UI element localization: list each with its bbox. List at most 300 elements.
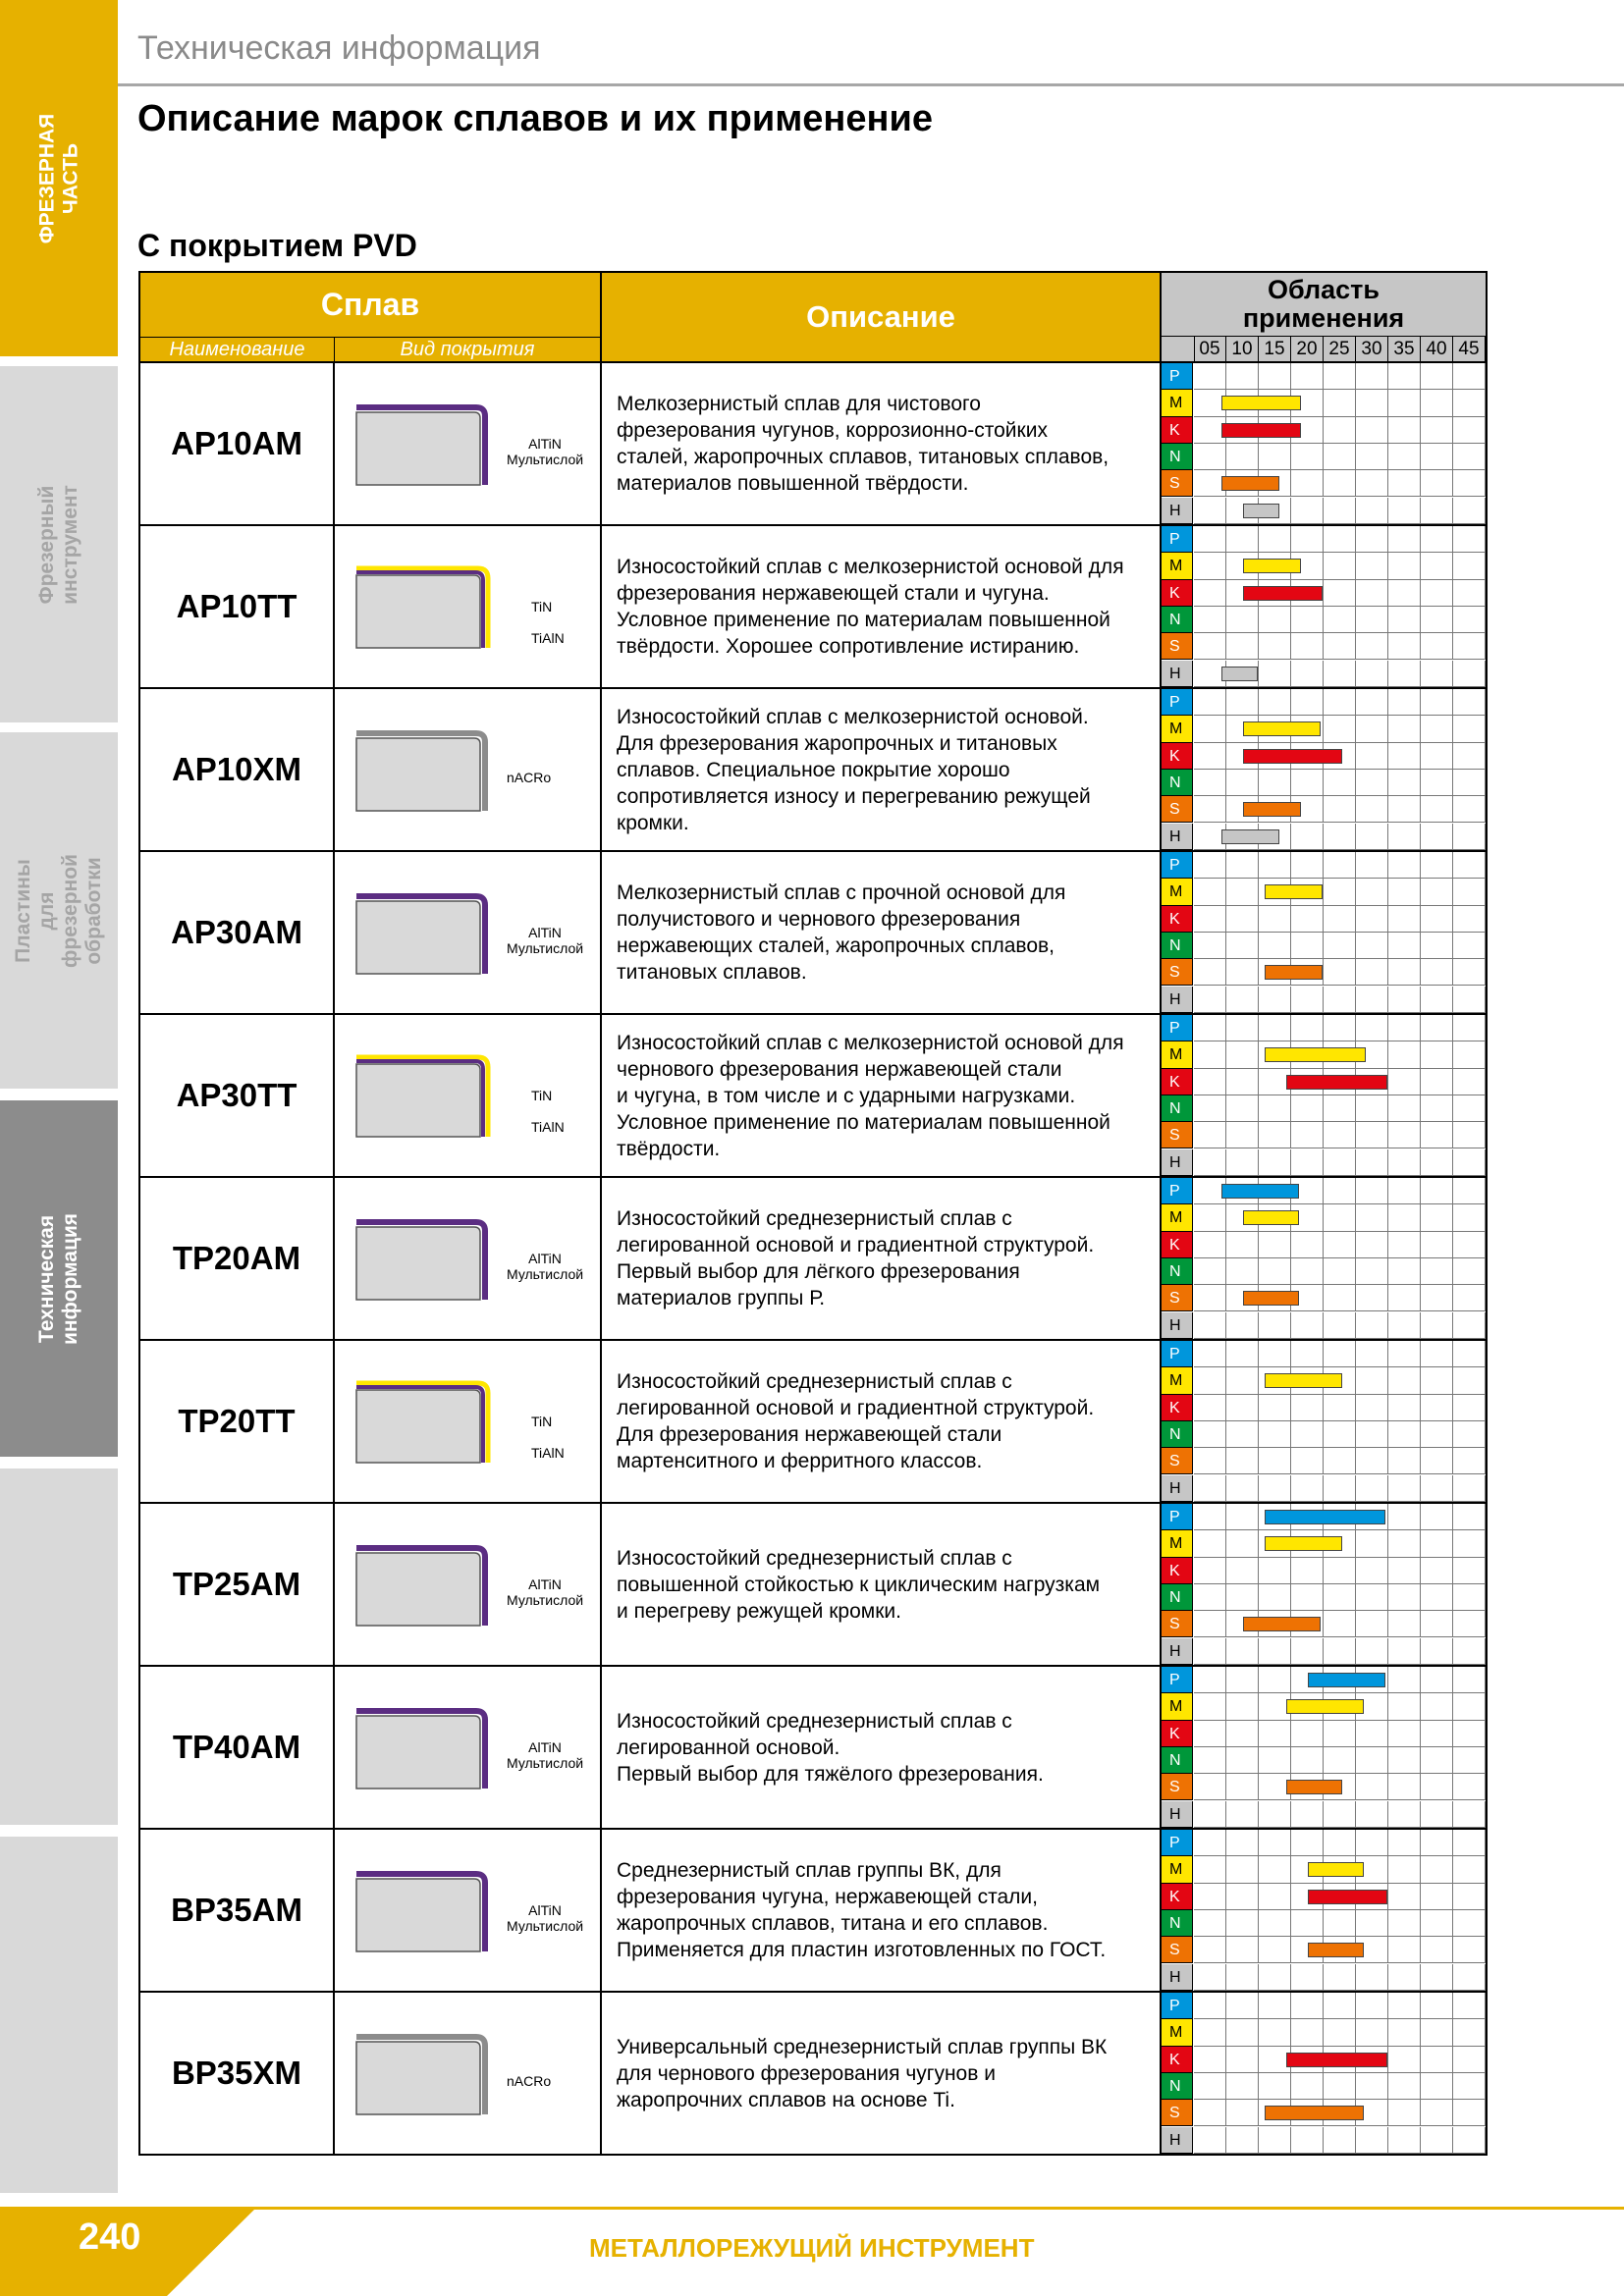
application-bar-k [1308,1890,1387,1904]
grid-cell [1291,770,1324,796]
grid-cell [1291,1341,1324,1367]
grid-cell [1453,933,1486,959]
insert-body [356,1553,480,1626]
grid-cell [1356,1421,1388,1448]
scale-tick-40: 40 [1421,337,1453,361]
grid-cell [1324,1421,1356,1448]
grid-cell [1259,2073,1291,2100]
grid-cell [1194,1475,1226,1502]
grid-cell [1324,553,1356,579]
group-label-m: M [1162,1367,1193,1394]
grid-cell [1421,1178,1453,1204]
grid-cell [1453,770,1486,796]
grid-cell [1453,661,1486,687]
group-label-n: N [1162,1095,1193,1122]
application-bar-m [1308,1862,1364,1877]
grid-cell [1453,1774,1486,1800]
grid-cell [1453,1149,1486,1176]
grid-cell [1453,1747,1486,1774]
grid-cell [1194,1149,1226,1176]
grid-cell [1453,1721,1486,1747]
grid-cell [1259,1993,1291,2019]
insert-coating-diagram [354,563,492,652]
group-label-n: N [1162,1421,1193,1448]
application-bar-m [1243,1210,1299,1225]
grid-cell [1194,1122,1226,1148]
application-bar-m [1265,1536,1342,1551]
alloy-description: Износостойкий среднезернистый сплав с повышенной стойкостью к циклическим нагрузкам и перегреву режущей кромки. [617,1546,1101,1623]
grid-cell [1324,2073,1356,2100]
alloy-description-cell [602,689,1162,850]
group-label-m: M [1162,1856,1193,1883]
grid-cell [1356,716,1388,742]
grid-cell [1194,987,1226,1013]
grid-cell [1194,2073,1226,2100]
alloy-row-tp20am [140,1176,1486,1339]
grid-cell [1324,959,1356,986]
coating-cell [335,1015,602,1176]
grid-cell [1356,1721,1388,1747]
grid-cell [1291,607,1324,633]
group-label-p: P [1162,1504,1193,1530]
grid-cell [1291,1830,1324,1856]
grid-cell [1388,1421,1421,1448]
grid-cell [1324,1910,1356,1937]
grid-cell [1421,1258,1453,1285]
grid-cell [1259,1667,1291,1693]
grid-cell [1226,1041,1259,1068]
grid-cell [1421,1584,1453,1611]
grid-cell [1388,1095,1421,1122]
grid-cell [1226,1638,1259,1665]
grid-cell [1421,796,1453,823]
grid-cell [1453,1367,1486,1394]
grid-cell [1324,1341,1356,1367]
grid-cell [1194,1774,1226,1800]
grid-cell [1453,390,1486,416]
grid-cell [1291,1747,1324,1774]
grid-cell [1291,1475,1324,1502]
grid-cell [1356,1910,1388,1937]
grid-cell [1356,1584,1388,1611]
grid-cell [1194,1801,1226,1828]
grid-cell [1356,498,1388,524]
alloy-name: AP30AM [140,852,335,1013]
grid-cell [1194,553,1226,579]
group-label-p: P [1162,1993,1193,2019]
footer-brand: МЕТАЛЛОРЕЖУЩИЙ ИНСТРУМЕНТ [589,2233,1035,2263]
grid-cell [1421,2127,1453,2154]
grid-cell [1356,879,1388,905]
grid-cell [1453,1095,1486,1122]
grid-cell [1388,1504,1421,1530]
grid-cell [1226,2019,1259,2046]
group-label-n: N [1162,933,1193,959]
grid-cell [1226,1395,1259,1421]
grid-cell [1259,2127,1291,2154]
grid-cell [1421,2047,1453,2073]
grid-cell [1388,580,1421,607]
grid-cell [1453,1884,1486,1910]
header-coating: Вид покрытия [335,338,602,361]
grid-cell [1259,1149,1291,1176]
grid-cell [1453,906,1486,933]
group-label-n: N [1162,607,1193,633]
grid-cell [1453,689,1486,716]
grid-cell [1356,1367,1388,1394]
grid-cell [1194,796,1226,823]
grid-cell [1453,1937,1486,1963]
alloy-name: AP10AM [140,363,335,524]
insert-body [356,1390,480,1463]
grid-cell [1194,906,1226,933]
application-bar-h [1243,504,1279,518]
grid-cell [1194,1069,1226,1095]
grid-cell [1453,743,1486,770]
grid-cell [1226,959,1259,986]
application-bar-p [1265,1510,1385,1524]
group-label-s: S [1162,470,1193,497]
grid-cell [1421,1558,1453,1584]
grid-cell [1324,390,1356,416]
grid-cell [1453,1856,1486,1883]
grid-cell [1421,1421,1453,1448]
grid-cell [1356,1993,1388,2019]
group-label-p: P [1162,1178,1193,1204]
grid-cell [1194,1041,1226,1068]
grid-cell [1194,1421,1226,1448]
alloy-name: AP10XM [140,689,335,850]
sidebar-tab-empty-1[interactable] [0,1468,118,1825]
grid-cell [1421,1504,1453,1530]
grid-cell [1259,1801,1291,1828]
grid-cell [1421,444,1453,470]
grid-cell [1324,1721,1356,1747]
group-label-h: H [1162,1801,1193,1828]
grid-cell [1453,1069,1486,1095]
grid-cell [1356,1964,1388,1991]
grid-cell [1388,796,1421,823]
scale-tick-05: 05 [1194,337,1226,361]
grid-cell [1388,417,1421,444]
grid-cell [1259,1475,1291,1502]
grid-cell [1356,1558,1388,1584]
grid-cell [1356,1095,1388,1122]
alloy-row-bp35am [140,1828,1486,1991]
group-label-p: P [1162,1830,1193,1856]
grid-cell [1324,1204,1356,1231]
grid-cell [1324,1747,1356,1774]
group-label-s: S [1162,959,1193,986]
grid-cell [1356,1285,1388,1311]
grid-cell [1194,2019,1226,2046]
grid-cell [1356,1448,1388,1474]
grid-cell [1453,1341,1486,1367]
sidebar-tab-milling-part[interactable]: ФРЕЗЕРНАЯ ЧАСТЬ [0,0,118,356]
grid-cell [1356,1258,1388,1285]
grid-cell [1194,1993,1226,2019]
grid-cell [1421,716,1453,742]
sidebar-tab-empty-2[interactable] [0,1837,118,2193]
grid-cell [1453,1964,1486,1991]
grid-cell [1356,796,1388,823]
sidebar-tab-technical-info[interactable]: Техническая информация [0,1100,118,1457]
coating-cell [335,852,602,1013]
application-bar-s [1286,1780,1342,1794]
grid-cell [1194,1693,1226,1720]
table-subtitle: С покрытием PVD [137,228,417,263]
grid-cell [1324,580,1356,607]
grid-cell [1421,1638,1453,1665]
grid-cell [1291,1721,1324,1747]
grid-cell [1324,1095,1356,1122]
application-bar-s [1243,802,1301,817]
grid-cell [1356,906,1388,933]
grid-cell [1421,1530,1453,1557]
grid-cell [1259,1584,1291,1611]
insert-body [356,412,480,485]
alloy-row-tp20tt [140,1339,1486,1502]
alloy-description-cell [602,1993,1162,2154]
insert-body [356,575,480,648]
grid-cell [1388,498,1421,524]
grid-cell [1226,1558,1259,1584]
grid-cell [1226,1312,1259,1339]
alloy-description-cell [602,1830,1162,1991]
group-label-h: H [1162,661,1193,687]
section-title: Техническая информация [137,29,541,67]
grid-cell [1356,1638,1388,1665]
grid-cell [1356,1178,1388,1204]
grid-cell [1226,1069,1259,1095]
alloy-description-cell [602,1504,1162,1665]
sidebar-tab-inserts[interactable]: Пластины для фрезерной обработки [0,732,118,1089]
grid-cell [1324,987,1356,1013]
group-label-m: M [1162,1693,1193,1720]
grid-cell [1356,1611,1388,1637]
grid-cell [1291,661,1324,687]
insert-body [356,2042,480,2114]
grid-cell [1421,689,1453,716]
group-label-n: N [1162,1747,1193,1774]
group-label-h: H [1162,987,1193,1013]
grid-cell [1421,1774,1453,1800]
group-label-m: M [1162,1530,1193,1557]
scale-tick-30: 30 [1356,337,1388,361]
footer-page-tab [0,2207,265,2296]
grid-cell [1388,1667,1421,1693]
coating-label: AlTiN Мультислой [507,1739,584,1771]
grid-cell [1226,1341,1259,1367]
grid-cell [1453,417,1486,444]
grid-cell [1356,607,1388,633]
grid-cell [1421,1069,1453,1095]
grid-cell [1226,1693,1259,1720]
grid-cell [1356,852,1388,879]
application-bar-s [1265,2106,1364,2120]
coating-label: AlTiN Мультислой [507,436,584,467]
grid-cell [1356,553,1388,579]
scale-tick-25: 25 [1324,337,1356,361]
grid-cell [1356,444,1388,470]
grid-cell [1259,1015,1291,1041]
grid-cell [1388,1638,1421,1665]
grid-cell [1324,716,1356,742]
grid-cell [1453,852,1486,879]
header-application: Область применения [1162,273,1486,336]
grid-cell [1421,607,1453,633]
alloy-row-tp25am [140,1502,1486,1665]
grid-cell [1388,1774,1421,1800]
coating-label: AlTiN Мультислой [507,1576,584,1608]
grid-cell [1291,1638,1324,1665]
header-name: Наименование [140,338,335,361]
grid-cell [1388,470,1421,497]
grid-cell [1291,852,1324,879]
grid-cell [1324,796,1356,823]
coating-cell [335,1504,602,1665]
alloy-name: AP30TT [140,1015,335,1176]
grid-cell [1356,1774,1388,1800]
application-bar-s [1308,1943,1364,1957]
grid-cell [1226,1367,1259,1394]
grid-cell [1291,987,1324,1013]
grid-cell [1388,2019,1421,2046]
grid-cell [1388,1069,1421,1095]
sidebar-tab-milling-tools[interactable]: Фрезерный инструмент [0,366,118,722]
application-bar-k [1243,586,1323,601]
grid-cell [1421,1884,1453,1910]
alloy-row-ap30tt [140,1013,1486,1176]
coating-label: nACRo [507,2073,552,2089]
grid-cell [1388,1475,1421,1502]
grid-cell [1324,1448,1356,1474]
grid-cell [1194,1584,1226,1611]
grid-cell [1226,1856,1259,1883]
group-label-k: K [1162,580,1193,607]
application-bar-s [1221,476,1279,491]
group-label-s: S [1162,1937,1193,1963]
grid-cell [1453,2100,1486,2126]
grid-cell [1388,1611,1421,1637]
grid-cell [1421,633,1453,660]
grid-cell [1388,1856,1421,1883]
alloy-name: TP20TT [140,1341,335,1502]
grid-cell [1388,1149,1421,1176]
group-label-h: H [1162,1149,1193,1176]
application-bar-k [1243,749,1342,764]
group-label-p: P [1162,363,1193,390]
alloy-description: Износостойкий среднезернистый сплав с легированной основой и градиентной структурой. Для фрезерования нержавеющей стали мартенситного и ферритного классов. [617,1370,1095,1472]
insert-coating-diagram [354,1704,492,1792]
grid-cell [1324,933,1356,959]
grid-cell [1259,770,1291,796]
grid-cell [1259,526,1291,553]
group-label-k: K [1162,1558,1193,1584]
grid-cell [1388,1801,1421,1828]
header-description: Описание [602,273,1162,361]
grid-cell [1421,1041,1453,1068]
grid-cell [1291,363,1324,390]
grid-cell [1194,959,1226,986]
grid-cell [1324,1285,1356,1311]
grid-cell [1388,390,1421,416]
grid-cell [1226,2100,1259,2126]
grid-cell [1226,1258,1259,1285]
grid-cell [1194,1530,1226,1557]
grid-cell [1194,633,1226,660]
grid-cell [1194,1204,1226,1231]
application-bar-p [1308,1673,1385,1687]
grid-cell [1356,1747,1388,1774]
header-scale [1162,336,1486,361]
grid-cell [1291,1421,1324,1448]
grid-cell [1226,1910,1259,1937]
alloy-description-cell [602,1015,1162,1176]
grid-cell [1421,1395,1453,1421]
grid-cell [1356,933,1388,959]
grid-cell [1226,2127,1259,2154]
grid-cell [1453,1667,1486,1693]
grid-cell [1421,1448,1453,1474]
grid-cell [1421,390,1453,416]
footer-line [0,2207,1624,2210]
grid-cell [1388,633,1421,660]
group-label-m: M [1162,716,1193,742]
grid-cell [1453,796,1486,823]
grid-cell [1324,444,1356,470]
grid-cell [1356,661,1388,687]
grid-cell [1194,1937,1226,1963]
grid-cell [1226,633,1259,660]
grid-cell [1388,1747,1421,1774]
grid-cell [1421,1285,1453,1311]
grid-cell [1291,906,1324,933]
grid-cell [1291,1584,1324,1611]
grid-cell [1194,1312,1226,1339]
grid-cell [1291,1258,1324,1285]
alloy-description-cell [602,1667,1162,1828]
grid-cell [1356,1149,1388,1176]
grid-cell [1324,1178,1356,1204]
group-label-m: M [1162,2019,1193,2046]
grid-cell [1388,743,1421,770]
grid-cell [1453,1638,1486,1665]
coating-cell [335,1341,602,1502]
alloy-row-ap10tt [140,524,1486,687]
alloy-name: TP25AM [140,1504,335,1665]
grid-cell [1324,470,1356,497]
grid-cell [1226,526,1259,553]
group-label-k: K [1162,1884,1193,1910]
grid-cell [1291,1910,1324,1937]
alloy-row-ap10xm [140,687,1486,850]
group-label-h: H [1162,498,1193,524]
application-bar-m [1221,396,1301,410]
grid-cell [1388,1910,1421,1937]
grid-cell [1388,1258,1421,1285]
grid-cell [1356,1232,1388,1258]
grid-cell [1324,2019,1356,2046]
grid-cell [1421,580,1453,607]
grid-cell [1226,770,1259,796]
grid-cell [1421,1993,1453,2019]
grid-cell [1259,987,1291,1013]
grid-cell [1324,1122,1356,1148]
insert-coating-diagram [354,1867,492,1955]
alloy-description: Износостойкий среднезернистый сплав с легированной основой и градиентной структурой. Первый выбор для лёгкого фрезерования материалов группы Р. [617,1207,1095,1309]
group-label-s: S [1162,1448,1193,1474]
